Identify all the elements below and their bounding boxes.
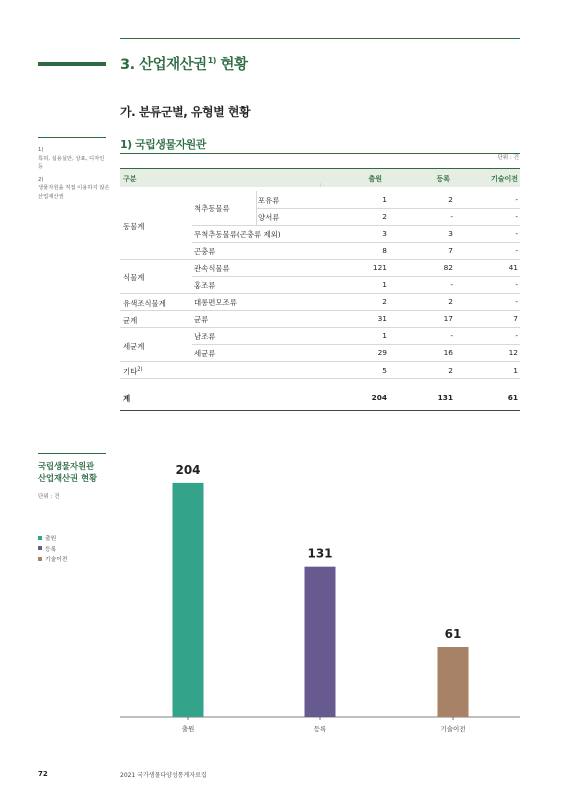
bar-2 xyxy=(438,647,469,717)
sub-cyanobacteria: 남조류 xyxy=(194,332,216,341)
cell-value: 2 xyxy=(448,366,453,375)
bar-1 xyxy=(305,567,336,717)
group-total: 계 xyxy=(123,394,131,403)
cell-value: 7 xyxy=(513,314,518,323)
x-tick-label: 기술이전 xyxy=(440,725,466,733)
group-other: 기타$^{2)}$ xyxy=(123,366,143,376)
cell-value: 1 xyxy=(382,331,387,340)
sub-insect: 곤충류 xyxy=(194,247,216,256)
section-title: 3. 산업재산권$^{1)}$ 현황 xyxy=(120,56,248,73)
top-rule xyxy=(120,38,520,39)
header-category: 구분 xyxy=(123,175,137,183)
header-registered: 등록 xyxy=(436,175,450,183)
table-title: 1) 국립생물자원관 xyxy=(120,138,206,151)
sub-red-algae: 홍조류 xyxy=(194,281,216,290)
cell-value: 5 xyxy=(382,366,387,375)
header-transfer: 기술이전 xyxy=(490,175,518,183)
legend-item-transfer: 기술이전 xyxy=(38,555,67,562)
cell-value: 1 xyxy=(382,195,387,204)
cell-value: 16 xyxy=(443,348,453,357)
footnote-rule xyxy=(38,137,106,138)
footnote-1: 1) 특허, 실용실안, 상표, 디자인 등 xyxy=(38,147,105,170)
footnotes xyxy=(38,146,110,205)
x-tick-label: 출원 xyxy=(181,725,195,733)
table-title-rule xyxy=(120,153,520,154)
chart-side-title: 국립생물자원관 산업재산권 현황 xyxy=(38,461,97,483)
legend-swatch xyxy=(38,557,42,561)
legend-item-registered: 등록 xyxy=(38,545,67,552)
chart-legend xyxy=(38,534,67,566)
bar-chart xyxy=(120,440,520,740)
book-title: 2021 국가생물다양성통계자료집 xyxy=(120,772,207,779)
cell-value: 3 xyxy=(448,229,453,238)
cell-value: 1 xyxy=(513,366,518,375)
cell-total: 131 xyxy=(437,393,453,402)
cell-value: - xyxy=(450,280,453,289)
cell-value: - xyxy=(515,297,518,306)
cell-value: 7 xyxy=(448,246,453,255)
group-bacteria: 세균계 xyxy=(123,342,145,351)
group-animal: 동물계 xyxy=(123,222,145,231)
sub-vertebrate: 척추동물류 xyxy=(194,204,230,213)
sub-fungus: 균류 xyxy=(194,315,209,324)
sub-invertebrate: 무척추동물류(곤충류 제외) xyxy=(194,230,281,239)
cell-value: 2 xyxy=(448,195,453,204)
x-tick-label: 등록 xyxy=(313,725,327,733)
cell-total: 204 xyxy=(371,393,387,402)
bar-value-label: 204 xyxy=(175,462,201,477)
cell-value: - xyxy=(515,212,518,221)
header-filed: 출원 xyxy=(368,175,382,183)
cell-total: 61 xyxy=(507,393,518,402)
cell-value: - xyxy=(450,331,453,340)
cell-value: - xyxy=(515,229,518,238)
legend-swatch xyxy=(38,546,42,550)
cell-value: 2 xyxy=(382,212,387,221)
cell-value: 31 xyxy=(377,314,387,323)
cell-value: 41 xyxy=(508,263,518,272)
cell-value: 8 xyxy=(382,246,387,255)
sub-stramenopile: 대롱편모조류 xyxy=(194,298,237,307)
page-number: 72 xyxy=(38,770,48,778)
cell-value: 3 xyxy=(382,229,387,238)
cell-value: 1 xyxy=(382,280,387,289)
group-plant: 식물계 xyxy=(123,273,145,282)
cell-value: 2 xyxy=(382,297,387,306)
cell-value: 121 xyxy=(372,263,387,272)
chart-unit: 단위 : 건 xyxy=(38,494,60,500)
sub-mammal: 포유류 xyxy=(258,196,280,205)
bar-value-label: 61 xyxy=(444,626,462,641)
cell-value: - xyxy=(450,212,453,221)
group-fungi: 균계 xyxy=(123,316,138,325)
cell-value: - xyxy=(515,246,518,255)
section-marker xyxy=(38,62,106,66)
legend-item-filed: 출원 xyxy=(38,534,67,541)
sub-vascular: 관속식물류 xyxy=(194,264,230,273)
subsection-title: 가. 분류군별, 유형별 현황 xyxy=(120,105,251,119)
cell-value: 17 xyxy=(443,314,453,323)
cell-value: - xyxy=(515,280,518,289)
chart-side-rule xyxy=(38,453,106,454)
sub-amphibian: 양서류 xyxy=(258,213,280,222)
legend-swatch xyxy=(38,536,42,540)
bar-0 xyxy=(173,483,204,717)
cell-value: - xyxy=(515,331,518,340)
cell-value: 82 xyxy=(443,263,453,272)
bar-value-label: 131 xyxy=(307,546,333,561)
footnote-2: 2) 생물자원을 직접 이용하지 않은 산업재산권 xyxy=(38,176,110,200)
cell-value: 12 xyxy=(508,348,518,357)
table-unit: 단위 : 건 xyxy=(497,155,519,161)
sub-bacteria: 세균류 xyxy=(194,349,216,358)
cell-value: - xyxy=(515,195,518,204)
group-chromista: 유색조식물계 xyxy=(123,299,166,308)
cell-value: 2 xyxy=(448,297,453,306)
cell-value: 29 xyxy=(377,348,387,357)
